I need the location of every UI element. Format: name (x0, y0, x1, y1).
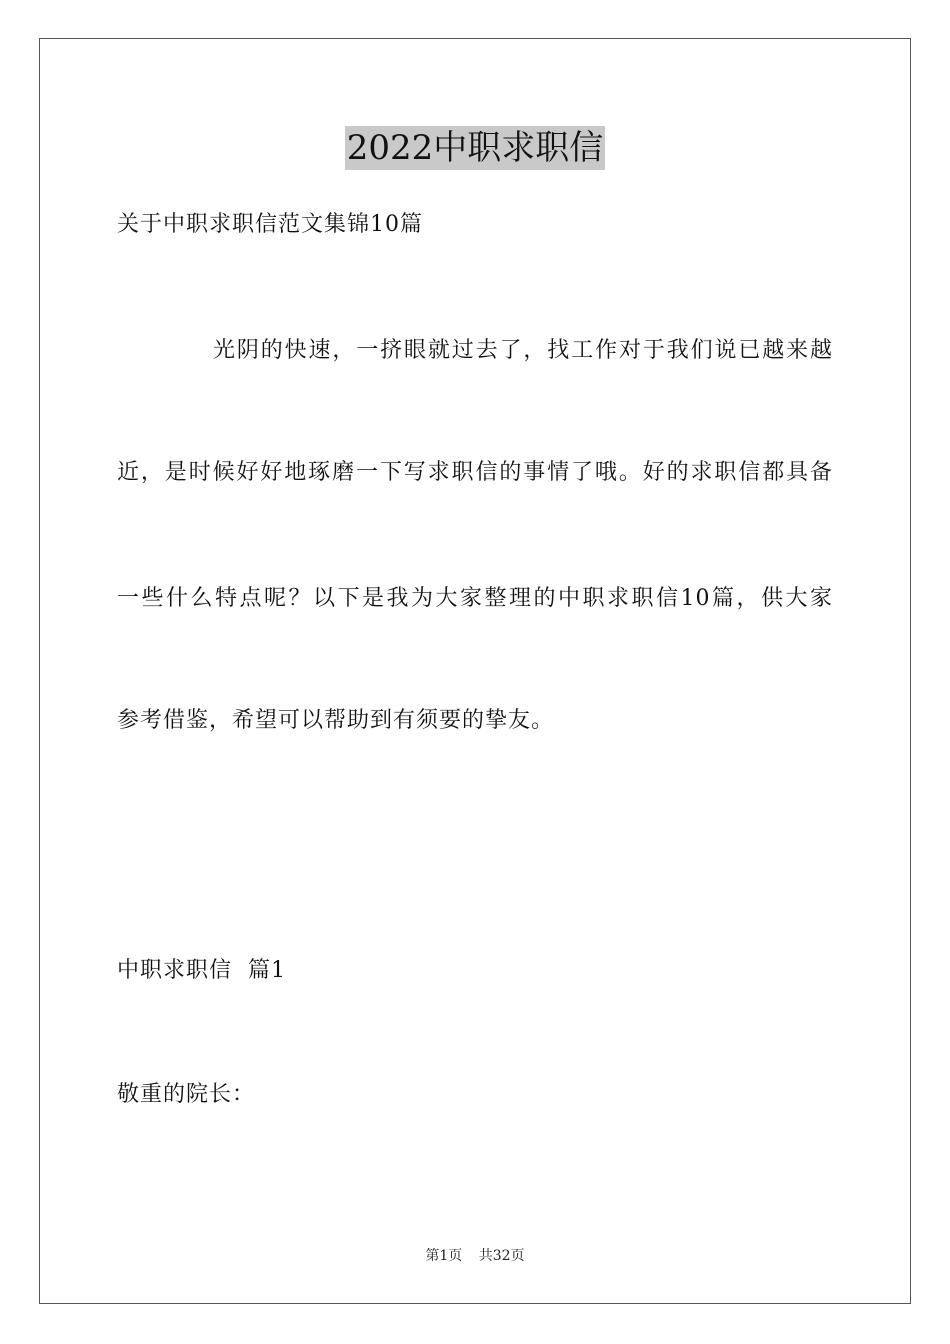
document-title: 2022中职求职信 (346, 128, 604, 168)
letter-greeting: 敬重的院长： (117, 1082, 256, 1107)
paragraph-line-1: 光阴的快速，一挤眼就过去了，找工作对于我们说已越来越 (213, 338, 833, 363)
page-number-total: 共32页 (478, 1248, 525, 1264)
section-heading: 中职求职信 篇1 (117, 958, 286, 983)
title-container (0, 126, 950, 170)
document-subtitle: 关于中职求职信范文集锦10篇 (117, 212, 423, 237)
page-footer (0, 1246, 950, 1266)
paragraph-line-2: 近，是时候好好地琢磨一下写求职信的事情了哦。好的求职信都具备 (117, 460, 833, 485)
page-number-current: 第1页 (425, 1248, 463, 1264)
paragraph-line-4: 参考借鉴，希望可以帮助到有须要的挚友。 (117, 708, 555, 733)
paragraph-line-3: 一些什么特点呢？以下是我为大家整理的中职求职信10篇，供大家 (117, 586, 833, 611)
